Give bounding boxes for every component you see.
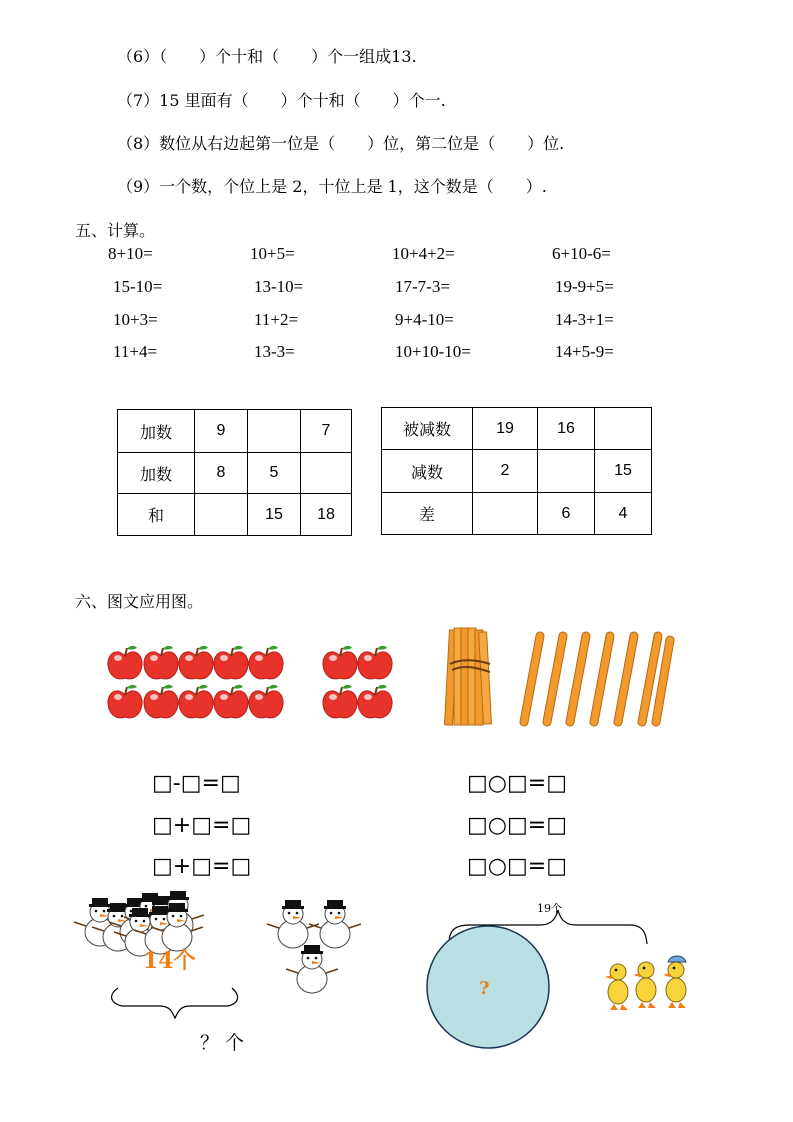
calc-item: 10+10-10= — [395, 342, 471, 361]
table-cell: 18 — [301, 494, 352, 536]
calc-item: 17-7-3= — [395, 277, 450, 296]
calc-item: 10+4+2= — [392, 244, 455, 263]
question-7: （7）15 里面有（ ）个十和（ ）个一. — [117, 91, 446, 110]
table-cell: 差 — [382, 493, 473, 535]
table-cell: 15 — [248, 494, 301, 536]
equation-blank[interactable]: □-□=□ — [152, 771, 241, 796]
section-6-title: 六、图文应用图。 — [75, 592, 204, 611]
calc-item: 8+10= — [108, 244, 153, 263]
question-9: （9）一个数，个位上是 2，十位上是 1，这个数是（ ）. — [117, 177, 547, 196]
table-cell: 5 — [248, 453, 301, 494]
calc-item: 10+3= — [113, 310, 158, 329]
table-cell: 16 — [538, 408, 595, 450]
table-cell: 被减数 — [382, 408, 473, 450]
equation-blank[interactable]: □+□=□ — [152, 813, 252, 838]
duck-total-label: 19个 — [537, 902, 562, 915]
calc-item: 10+5= — [250, 244, 295, 263]
table-cell: 9 — [195, 410, 248, 453]
equation-blank[interactable]: □○□=□ — [467, 813, 567, 838]
equation-blank[interactable]: □○□=□ — [467, 854, 567, 879]
calc-item: 9+4-10= — [395, 310, 454, 329]
table-cell: 和 — [118, 494, 195, 536]
duck-icon — [633, 962, 656, 1008]
table-cell: 加数 — [118, 410, 195, 453]
table-cell: 8 — [195, 453, 248, 494]
circle-question: ? — [479, 978, 490, 999]
table-cell: 2 — [473, 450, 538, 493]
calc-item: 14+5-9= — [555, 342, 614, 361]
table-cell: 4 — [595, 493, 652, 535]
calc-item: 11+4= — [113, 342, 158, 361]
table-cell: 19 — [473, 408, 538, 450]
duck-icon — [605, 964, 628, 1010]
calc-item: 13-3= — [254, 342, 295, 361]
table-cell: 减数 — [382, 450, 473, 493]
calc-item: 15-10= — [113, 277, 163, 296]
section-5-title: 五、计算。 — [75, 221, 156, 240]
snowmen-question: ？ 个 — [200, 1032, 245, 1054]
equation-blank[interactable]: □○□=□ — [467, 771, 567, 796]
calc-item: 6+10-6= — [552, 244, 611, 263]
calc-item: 19-9+5= — [555, 277, 614, 296]
duck-icon — [663, 962, 686, 1008]
question-6: （6）（ ）个十和（ ）个一组成13. — [117, 47, 417, 66]
calc-item: 13-10= — [254, 277, 304, 296]
calc-item: 14-3+1= — [555, 310, 614, 329]
snowmen-count-label: 14个 — [143, 948, 196, 974]
question-8: （8）数位从右边起第一位是（ ）位，第二位是（ ）位. — [117, 134, 565, 153]
calc-item: 11+2= — [254, 310, 299, 329]
table-cell: 7 — [301, 410, 352, 453]
table-cell: 15 — [595, 450, 652, 493]
equation-blank[interactable]: □+□=□ — [152, 854, 252, 879]
table-cell: 加数 — [118, 453, 195, 494]
table-cell: 6 — [538, 493, 595, 535]
